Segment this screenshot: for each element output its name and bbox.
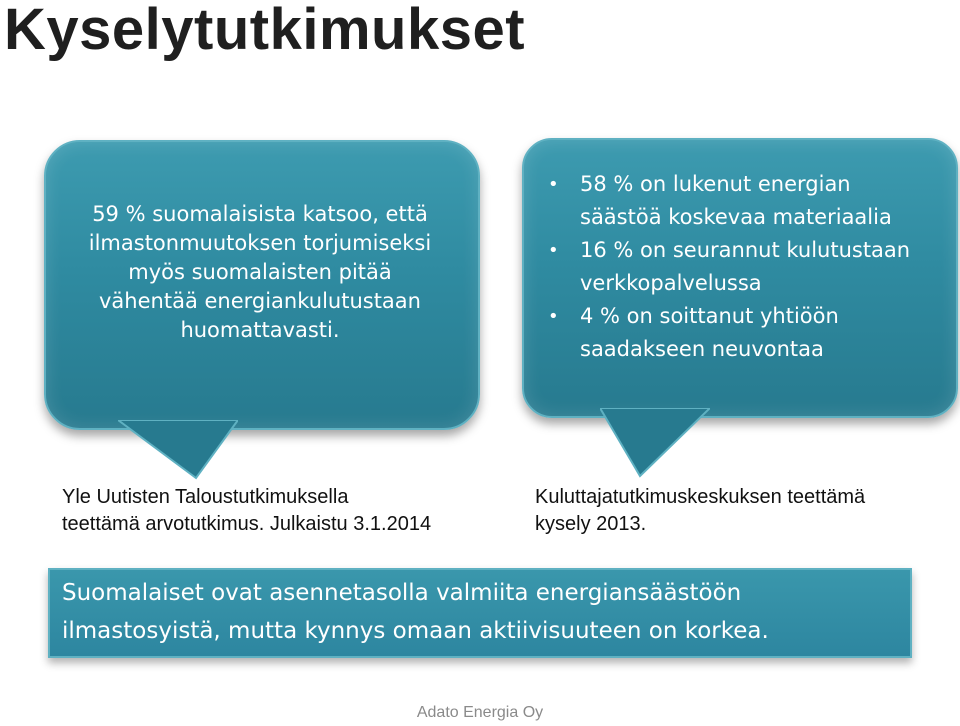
- bullet-icon: •: [548, 240, 559, 261]
- list-item-line: 4 % on soittanut yhtiöön: [580, 304, 839, 328]
- left-bubble-line: 59 % suomalaisista katsoo, että: [92, 202, 428, 226]
- caption-line: Yle Uutisten Taloustutkimuksella: [62, 486, 349, 508]
- list-item-line: saadakseen neuvontaa: [580, 337, 824, 361]
- right-bubble-tail: [600, 408, 710, 478]
- left-bubble-tail: [118, 420, 238, 480]
- banner-line: ilmastosyistä, mutta kynnys omaan aktiivisuuteen on korkea.: [62, 618, 769, 644]
- footer-company: Adato Energia Oy: [416, 704, 544, 721]
- right-source-caption: [535, 484, 955, 538]
- right-bubble-list: [540, 168, 950, 366]
- list-item-line: 16 % on seurannut kulutustaan: [580, 238, 911, 262]
- bullet-icon: •: [548, 306, 559, 327]
- left-bubble-line: myös suomalaisten pitää: [128, 260, 392, 284]
- bullet-icon: •: [548, 174, 559, 195]
- caption-line: Kuluttajatutkimuskeskuksen teettämä: [535, 486, 866, 508]
- left-bubble-text: [44, 200, 476, 345]
- banner-line: Suomalaiset ovat asennetasolla valmiita energiansäästöön: [62, 580, 742, 606]
- conclusion-text: [62, 574, 902, 650]
- list-item: [540, 300, 950, 366]
- list-item-line: 58 % on lukenut energian: [580, 172, 851, 196]
- left-bubble-line: huomattavasti.: [180, 318, 340, 342]
- caption-line: kysely 2013.: [535, 513, 647, 535]
- list-item-line: säästöä koskevaa materiaalia: [580, 205, 892, 229]
- list-item-line: verkkopalvelussa: [580, 271, 762, 295]
- left-source-caption: [62, 484, 522, 538]
- page-title: Kyselytutkimukset: [4, 0, 526, 62]
- left-bubble-line: vähentää energiankulutustaan: [99, 289, 421, 313]
- list-item: [540, 168, 950, 234]
- list-item: [540, 234, 950, 300]
- left-bubble-line: ilmastonmuutoksen torjumiseksi: [88, 231, 432, 255]
- caption-line: teettämä arvotutkimus. Julkaistu 3.1.2014: [62, 513, 432, 535]
